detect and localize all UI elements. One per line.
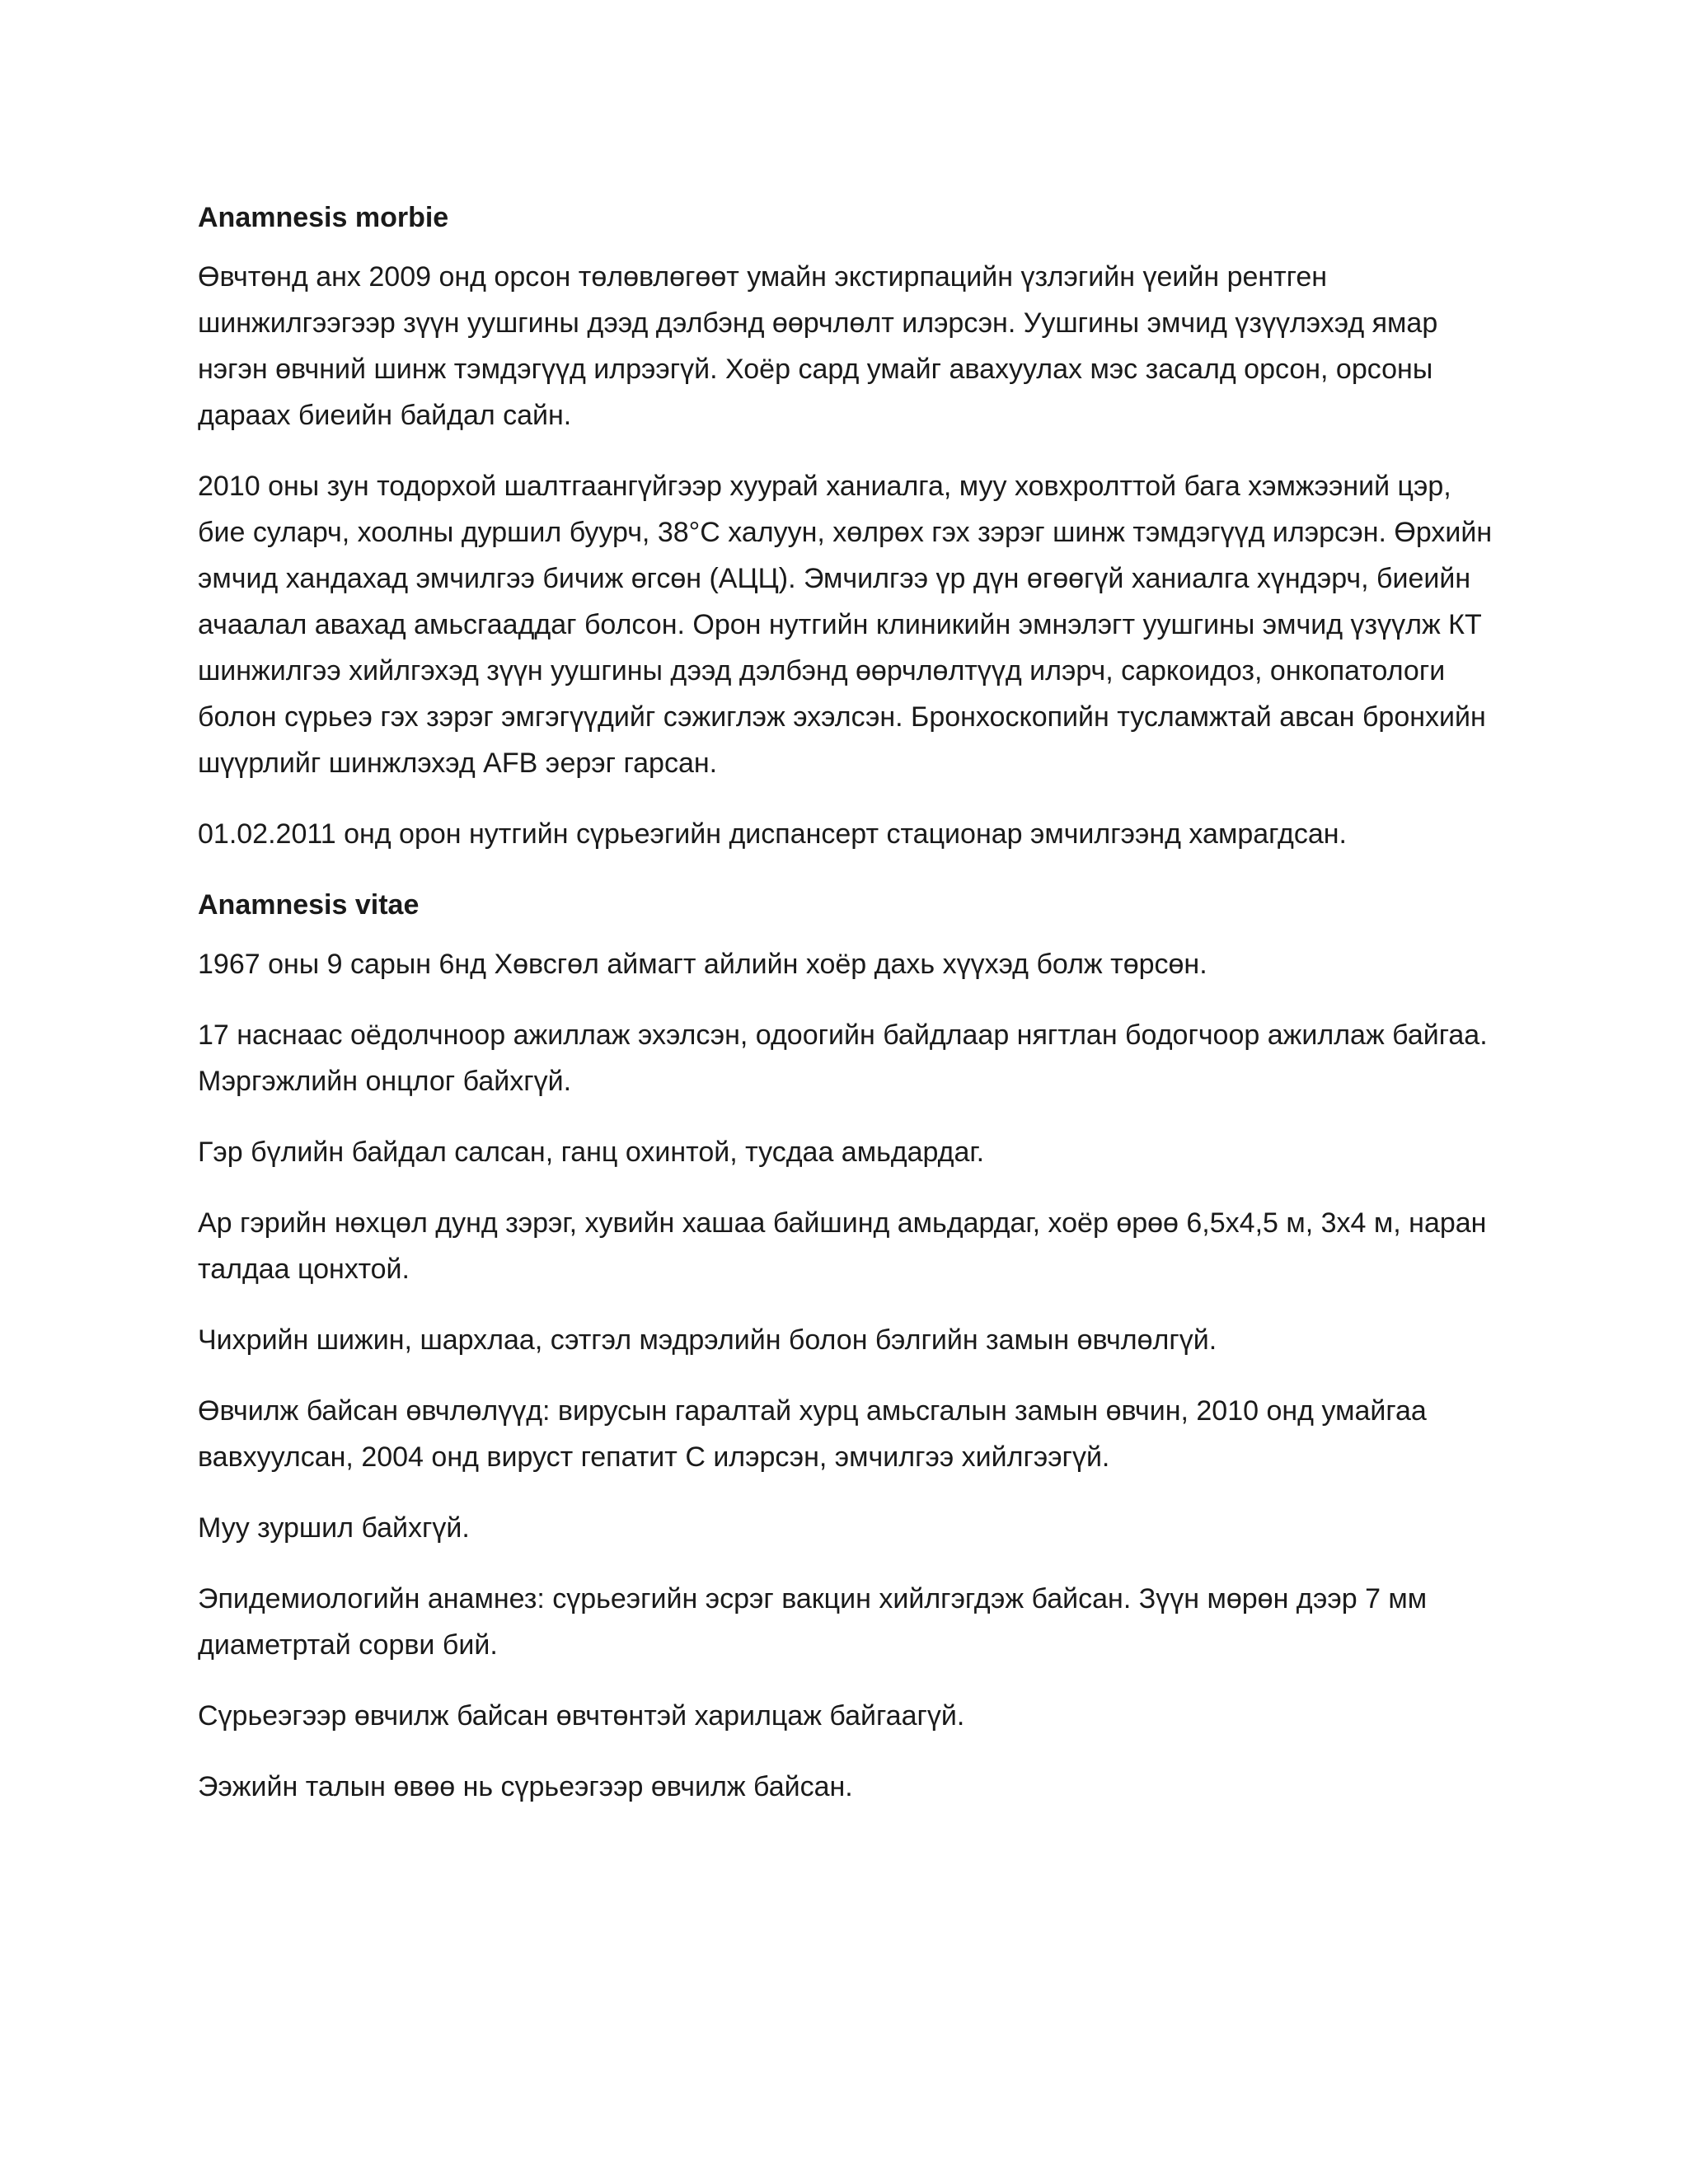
paragraph: Сүрьеэгээр өвчилж байсан өвчтөнтэй харилцаж байгаагүй.	[198, 1700, 965, 1732]
paragraph: Чихрийн шижин, шархлаа, сэтгэл мэдрэлийн болон бэлгийн замын өвчлөлгүй.	[198, 1324, 1217, 1356]
paragraph: Муу зуршил байхгүй.	[198, 1512, 470, 1544]
paragraph: Эпидемиологийн анамнез: сүрьеэгийн эсрэг вакцин хийлгэгдэж байсан. Зүүн мөрөн дээр 7 мм диаметртай сорви бий.	[198, 1583, 1428, 1661]
section-heading: Anamnesis vitae	[198, 889, 420, 921]
paragraph: Ар гэрийн нөхцөл дунд зэрэг, хувийн хашаа байшинд амьдардаг, хоёр өрөө 6,5х4,5 м, 3х4 м, наран талдаа цонхтой.	[198, 1207, 1487, 1285]
paragraph: 17 наснаас оёдолчноор ажиллаж эхэлсэн, одоогийн байдлаар нягтлан бодогчоор ажиллаж байгаа. Мэргэжлийн онцлог байхгүй.	[198, 1019, 1488, 1097]
paragraph: 2010 оны зун тодорхой шалтгаангүйгээр хуурай ханиалга, муу ховхролттой бага хэмжээний цэр, бие суларч, хоолны дуршил буурч, 38°С халуун, хөлрөх гэх зэрэг шинж тэмдэгүүд илэрсэн. Өрхийн эмчид хандахад эмчилгээ бичиж өгсөн (АЦЦ). Эмчилгээ үр дүн өгөөгүй ханиалга хүндэрч, биеийн ачаалал авахад амьсгааддаг болсон. Орон нутгийн клиникийн эмнэлэгт уушгины эмчид үзүүлж КТ шинжилгээ хийлгэхэд зүүн уушгины дээд дэлбэнд өөрчлөлтүүд илэрч, саркоидоз, онкопатологи болон сүрьеэ гэх зэрэг эмгэгүүдийг сэжиглэж эхэлсэн. Бронхоскопийн тусламжтай авсан бронхийн шүүрлийг шинжлэхэд AFB эерэг гарсан.	[198, 471, 1493, 779]
document-page	[198, 194, 1500, 1835]
paragraph: Гэр бүлийн байдал салсан, ганц охинтой, тусдаа амьдардаг.	[198, 1137, 985, 1168]
paragraph: Өвчилж байсан өвчлөлүүд: вирусын гаралтай хурц амьсгалын замын өвчин, 2010 онд умайгаа вавхуулсан, 2004 онд вируст гепатит С илэрсэн, эмчилгээ хийлгээгүй.	[198, 1395, 1427, 1473]
paragraph: 1967 оны 9 сарын 6нд Хөвсгөл аймагт айлийн хоёр дахь хүүхэд болж төрсөн.	[198, 949, 1207, 980]
section-heading: Anamnesis morbie	[198, 202, 449, 233]
section-anamnesis-morbi	[198, 194, 1500, 857]
paragraph: Ээжийн талын өвөө нь сүрьеэгээр өвчилж байсан.	[198, 1771, 853, 1802]
section-anamnesis-vitae	[198, 882, 1500, 1810]
paragraph: Өвчтөнд анх 2009 онд орсон төлөвлөгөөт умайн экстирпацийн үзлэгийн үеийн рентген шинжилгээгээр зүүн уушгины дээд дэлбэнд өөрчлөлт илэрсэн. Уушгины эмчид үзүүлэхэд ямар нэгэн өвчний шинж тэмдэгүүд илрээгүй. Хоёр сард умайг авахуулах мэс засалд орсон, орсоны дараах биеийн байдал сайн.	[198, 261, 1438, 431]
paragraph: 01.02.2011 онд орон нутгийн сүрьеэгийн диспансерт стационар эмчилгээнд хамрагдсан.	[198, 818, 1347, 850]
